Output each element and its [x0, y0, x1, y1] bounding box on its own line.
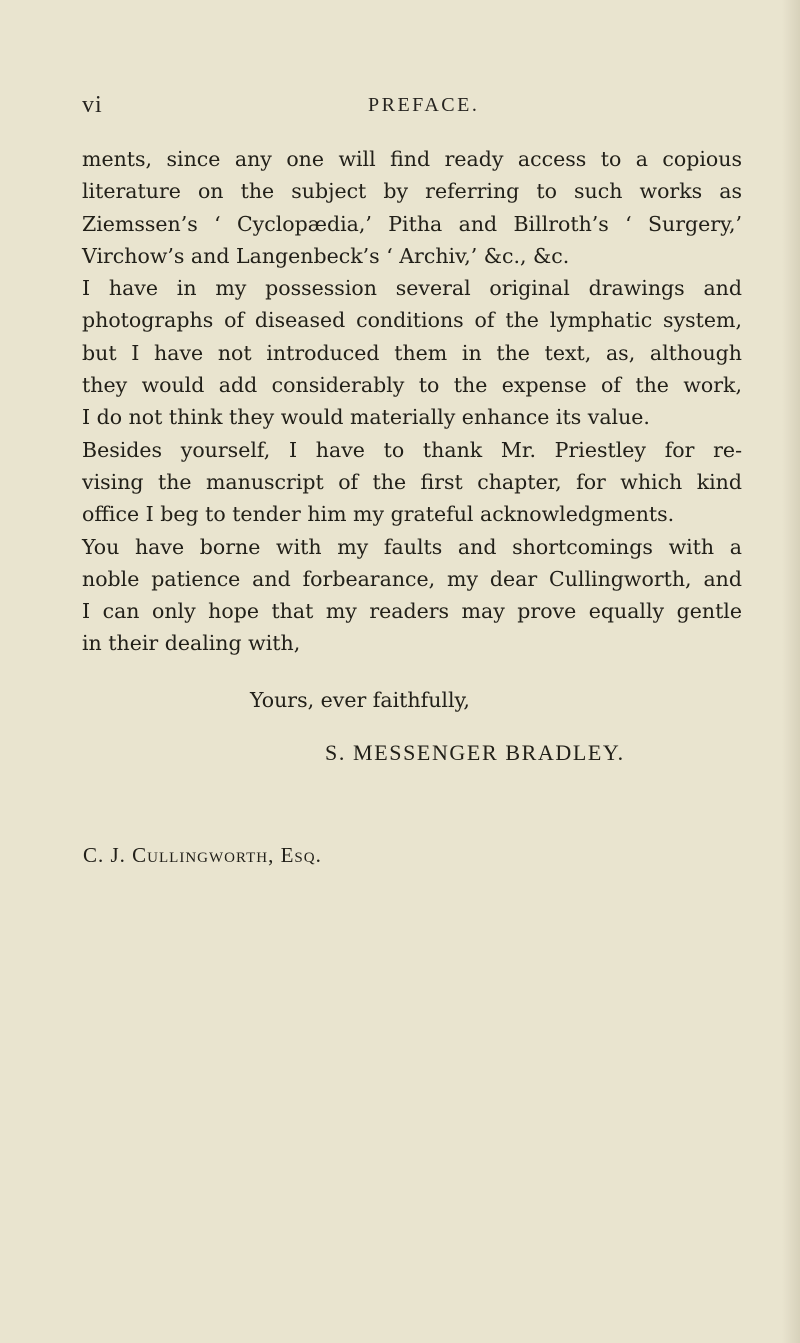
preface-body: [82, 143, 742, 660]
text-line: I have in my possession several original drawings and: [82, 276, 742, 301]
text-line: Besides yourself, I have to thank Mr. Priestley for re-: [82, 437, 742, 462]
text-line: Ziemssen’s ‘ Cyclopædia,’ Pitha and Billroth’s ‘ Surgery,’: [82, 211, 742, 236]
text-line: I do not think they would materially enhance its value.: [82, 405, 650, 430]
text-line: literature on the subject by referring to such works as: [82, 179, 742, 204]
text-line: You have borne with my faults and shortcomings with a: [82, 534, 742, 559]
text-line: photographs of diseased conditions of the lymphatic system,: [82, 308, 742, 333]
author-signature: S. MESSENGER BRADLEY.: [325, 740, 625, 765]
recipient-name: C. J. Cullingworth, Esq.: [83, 843, 322, 867]
text-line: vising the manuscript of the first chapter, for which kind: [82, 469, 742, 494]
page-number: vi: [82, 92, 103, 118]
text-line: office I beg to tender him my grateful acknowledgments.: [82, 502, 675, 527]
text-line: I can only hope that my readers may prove equally gentle: [82, 599, 742, 624]
text-line: they would add considerably to the expense of the work,: [82, 373, 742, 398]
text-line: Virchow’s and Langenbeck’s ‘ Archiv,’ &c., &c.: [82, 243, 570, 268]
text-line: noble patience and forbearance, my dear Cullingworth, and: [82, 566, 742, 591]
page-header: [0, 92, 800, 128]
text-line: ments, since any one will find ready access to a copious: [82, 147, 742, 171]
closing-salutation: Yours, ever faithfully,: [250, 688, 470, 712]
text-line: in their dealing with,: [82, 631, 301, 656]
text-line: but I have not introduced them in the text, as, although: [82, 340, 742, 365]
page-edge-shadow: [782, 0, 800, 1343]
running-head: PREFACE.: [368, 94, 480, 116]
